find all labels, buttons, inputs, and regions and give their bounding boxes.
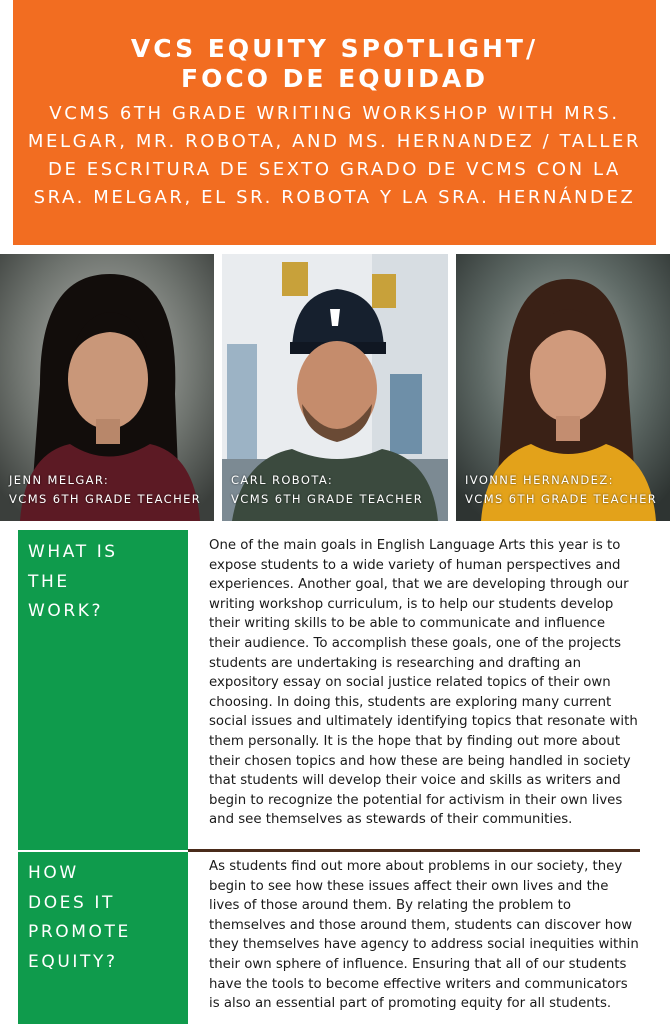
heading-what-is-the-work bbox=[28, 538, 118, 627]
section-divider bbox=[188, 849, 640, 852]
teacher-role: VCMS 6TH GRADE TEACHER bbox=[231, 492, 424, 506]
body-what-is-the-work: One of the main goals in English Language Arts this year is to expose students to a wide variety of human perspectives and experiences. Another goal, that we are developing through our writing workshop curriculum, is to help our students develop their writing skills to be able to communicate and influence their audience. To accomplish these goals, one of the projects students are undertaking is researching and drafting an expository essay on social justice related topics of their own choosing. In doing this, students are exploring many current social issues and ultimately identifying topics that resonate with them personally. It is the hope that by finding out more about their chosen topics and how these are being handled in society that students will develop their voice and skills as writers and begin to recognize the potential for activism in their own lives and see themselves as stewards of their communities. bbox=[209, 538, 638, 828]
heading-line: DOES IT bbox=[28, 892, 116, 913]
teacher-photo-hernandez bbox=[456, 254, 670, 521]
page-subtitle: VCMS 6TH GRADE WRITING WORKSHOP WITH MRS. MELGAR, MR. ROBOTA, AND MS. HERNANDEZ / TALLER DE ESCRITURA DE SEXTO GRADO DE VCMS CON LA SRA. MELGAR, EL SR. ROBOTA Y LA SRA. HERNÁNDEZ bbox=[27, 103, 642, 208]
heading-line: PROMOTE bbox=[28, 922, 131, 942]
caption-robota bbox=[231, 471, 423, 509]
teacher-name: IVONNE HERNANDEZ: bbox=[465, 473, 614, 487]
title-line-1: VCS EQUITY SPOTLIGHT/ bbox=[130, 34, 539, 63]
teacher-name: CARL ROBOTA: bbox=[231, 473, 334, 487]
body-how-does-it-promote-equity: As students find out more about problems in our society, they begin to see how these issues affect their own lives and the lives of those around them. By relating the problem to themselves and those around them, students can discover how they themselves have agency to address social inequities within their own sphere of influence. Ensuring that all of our students have the tools to become effective writers and communicators is also an essential part of promoting equity for all students. bbox=[209, 859, 639, 1012]
heading-line: THE bbox=[28, 571, 70, 592]
title-line-2: FOCO DE EQUIDAD bbox=[181, 64, 488, 93]
teacher-photo-melgar bbox=[0, 254, 214, 521]
heading-line: EQUITY? bbox=[28, 951, 118, 972]
heading-how-does-it-promote-equity bbox=[28, 859, 131, 977]
header-banner bbox=[13, 0, 656, 245]
teacher-photos bbox=[0, 254, 670, 521]
caption-hernandez bbox=[465, 471, 657, 509]
heading-line: HOW bbox=[28, 863, 79, 883]
teacher-name: JENN MELGAR: bbox=[9, 473, 110, 487]
teacher-role: VCMS 6TH GRADE TEACHER bbox=[9, 492, 202, 506]
heading-line: WORK? bbox=[28, 601, 104, 621]
heading-line: WHAT IS bbox=[28, 542, 118, 562]
page-title bbox=[33, 34, 636, 94]
caption-melgar bbox=[9, 471, 201, 509]
teacher-photo-robota bbox=[222, 254, 448, 521]
teacher-role: VCMS 6TH GRADE TEACHER bbox=[465, 492, 658, 506]
